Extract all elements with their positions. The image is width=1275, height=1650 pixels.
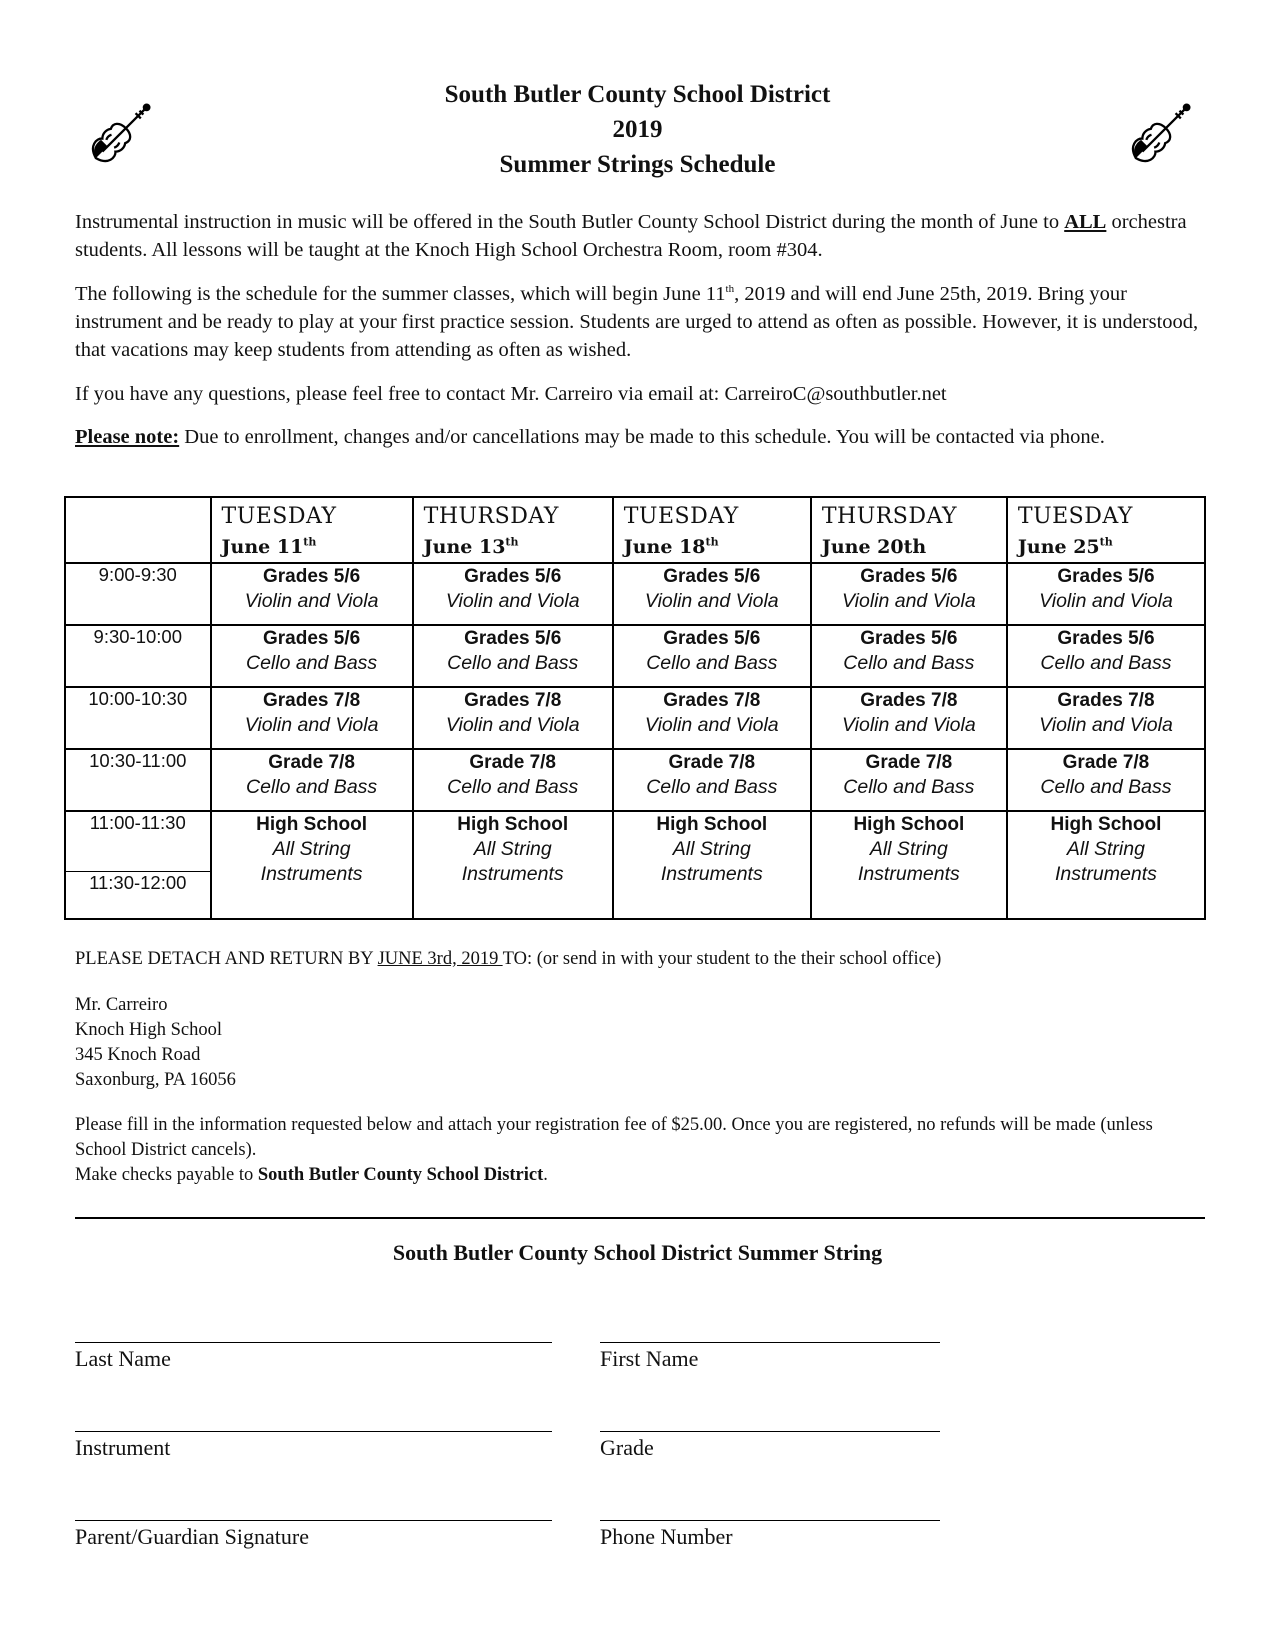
grade-line[interactable] (600, 1431, 940, 1432)
phone-label: Phone Number (600, 1524, 733, 1549)
schedule-table (64, 496, 1206, 920)
last-name-label: Last Name (75, 1346, 171, 1371)
class-cell: Grades 5/6 Cello and Bass (811, 625, 1007, 687)
class-cell: Grades 5/6 Violin and Viola (211, 563, 413, 625)
time-cell: 10:30-11:00 (65, 749, 211, 811)
class-cell: Grades 5/6 Violin and Viola (811, 563, 1007, 625)
address-line: Mr. Carreiro (75, 995, 168, 1015)
class-cell: High School All String Instruments (613, 811, 811, 919)
class-cell: Grade 7/8 Cello and Bass (613, 749, 811, 811)
last-name-line[interactable] (75, 1342, 552, 1343)
class-cell: Grades 5/6 Violin and Viola (613, 563, 811, 625)
class-cell: Grades 7/8 Violin and Viola (811, 687, 1007, 749)
signature-label: Parent/Guardian Signature (75, 1524, 309, 1549)
class-cell: High School All String Instruments (211, 811, 413, 919)
class-cell: High School All String Instruments (811, 811, 1007, 919)
day-header: TUESDAY June 18th (613, 497, 811, 563)
time-cell: 10:00-10:30 (65, 687, 211, 749)
intro-paragraph-1: Instrumental instruction in music will be offered in the South Butler County School District during the month of June to ALL orchestra students. All lessons will be taught at the Knoch High School Orchestra Room, room #304. (75, 211, 1187, 261)
grade-label: Grade (600, 1435, 654, 1460)
table-header-row (65, 497, 1205, 563)
title-schedule: Summer Strings Schedule (499, 151, 776, 178)
class-cell: Grades 5/6 Cello and Bass (613, 625, 811, 687)
class-cell: Grades 7/8 Violin and Viola (613, 687, 811, 749)
first-name-label: First Name (600, 1346, 699, 1371)
class-cell: Grades 5/6 Cello and Bass (413, 625, 613, 687)
time-cell: 9:00-9:30 (65, 563, 211, 625)
class-cell: High School All String Instruments (413, 811, 613, 919)
intro-paragraph-2: The following is the schedule for the summer classes, which will begin June 11th, 2019 and will end June 25th, 2019. Bring your instrument and be ready to play at your first practice session. Students are urged to attend as often as possible. However, it is understood, that vacations may keep students from attending as often as wished. (75, 283, 1199, 361)
detach-rule (75, 1217, 1205, 1219)
day-header: THURSDAY June 13th (413, 497, 613, 563)
class-cell: Grades 5/6 Cello and Bass (1007, 625, 1205, 687)
class-cell: Grades 7/8 Violin and Viola (1007, 687, 1205, 749)
table-row (65, 563, 1205, 625)
first-name-line[interactable] (600, 1342, 940, 1343)
class-cell: Grades 7/8 Violin and Viola (211, 687, 413, 749)
day-header: THURSDAY June 20th (811, 497, 1007, 563)
return-instructions: PLEASE DETACH AND RETURN BY JUNE 3rd, 2019 TO: (or send in with your student to the their school office) (75, 949, 942, 969)
class-cell: Grade 7/8 Cello and Bass (811, 749, 1007, 811)
address-line: 345 Knoch Road (75, 1045, 201, 1065)
class-cell: Grade 7/8 Cello and Bass (413, 749, 613, 811)
address-line: Knoch High School (75, 1020, 222, 1040)
class-cell: Grades 5/6 Violin and Viola (1007, 563, 1205, 625)
fee-paragraph: Please fill in the information requested below and attach your registration fee of $25.00. Once you are registered, no refunds will be made (unless School District cancels). (75, 1115, 1153, 1160)
class-cell: Grades 5/6 Violin and Viola (413, 563, 613, 625)
phone-line[interactable] (600, 1520, 940, 1521)
class-cell: Grade 7/8 Cello and Bass (211, 749, 413, 811)
time-cell: 11:00-11:30 (65, 811, 211, 871)
class-cell: Grades 5/6 Cello and Bass (211, 625, 413, 687)
class-cell: High School All String Instruments (1007, 811, 1205, 919)
payable-line: Make checks payable to South Butler County School District. (75, 1165, 548, 1185)
table-row (65, 811, 1205, 871)
time-cell: 11:30-12:00 (65, 871, 211, 919)
instrument-line[interactable] (75, 1431, 552, 1432)
note-paragraph: Please note: Due to enrollment, changes and/or cancellations may be made to this schedule. You will be contacted via phone. (75, 426, 1105, 448)
instrument-label: Instrument (75, 1435, 171, 1460)
class-cell: Grade 7/8 Cello and Bass (1007, 749, 1205, 811)
title-year: 2019 (612, 116, 663, 143)
table-row (65, 625, 1205, 687)
time-cell: 9:30-10:00 (65, 625, 211, 687)
table-row (65, 749, 1205, 811)
signature-line[interactable] (75, 1520, 552, 1521)
title-district: South Butler County School District (444, 81, 831, 108)
day-header: TUESDAY June 25th (1007, 497, 1205, 563)
violin-icon (1112, 90, 1204, 182)
day-header: TUESDAY June 11th (211, 497, 413, 563)
table-row (65, 687, 1205, 749)
contact-paragraph: If you have any questions, please feel free to contact Mr. Carreiro via email at: CarreiroC@southbutler.net (75, 383, 947, 405)
class-cell: Grades 7/8 Violin and Viola (413, 687, 613, 749)
corner-cell (65, 497, 211, 563)
violin-icon (72, 90, 164, 182)
form-title: South Butler County School District Summer String (392, 1240, 883, 1265)
address-line: Saxonburg, PA 16056 (75, 1070, 236, 1090)
